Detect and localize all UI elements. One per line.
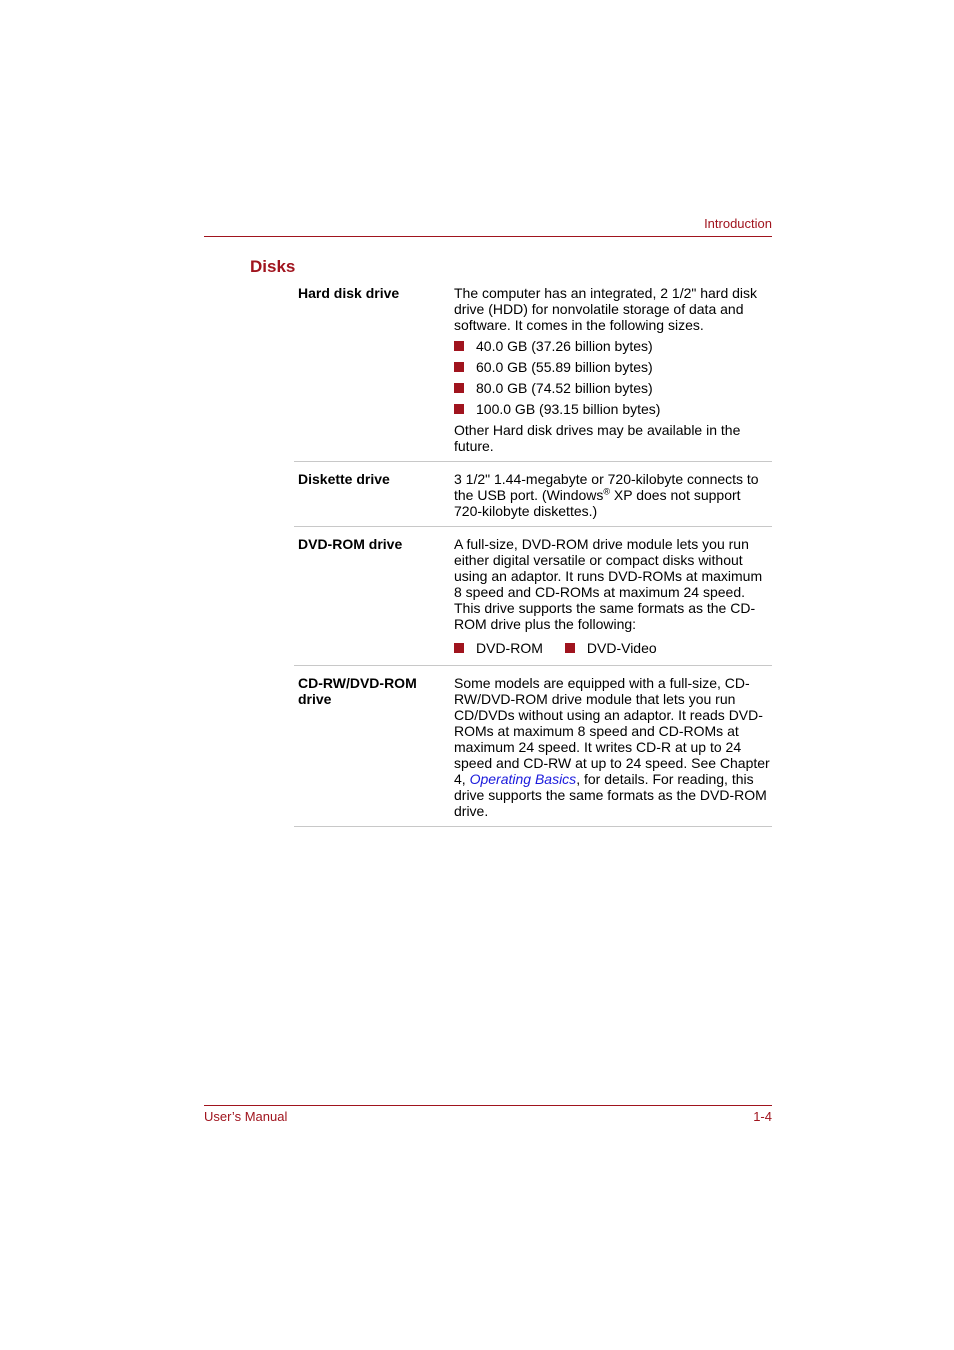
table-row-hard-disk bbox=[294, 282, 772, 462]
row-term: Hard disk drive bbox=[298, 285, 400, 301]
square-bullet-icon bbox=[454, 383, 464, 393]
list-item: DVD-ROM bbox=[454, 640, 543, 656]
row-description: A full-size, DVD-ROM drive module lets you run either digital versatile or compact disks without using an adaptor. It runs DVD-ROMs at maximum 8 speed and CD-ROMs at maximum 24 speed. This drive supports the same formats as the CD-ROM drive plus the following: DVD-ROM DVD-Video bbox=[452, 536, 772, 658]
running-header: Introduction bbox=[704, 216, 772, 231]
square-bullet-icon bbox=[454, 341, 464, 351]
list-item: 40.0 GB (37.26 billion bytes) bbox=[454, 338, 770, 354]
list-item: DVD-Video bbox=[565, 640, 657, 656]
list-item: 100.0 GB (93.15 billion bytes) bbox=[454, 401, 770, 417]
table-row-diskette bbox=[294, 468, 772, 527]
row-description bbox=[452, 285, 772, 454]
footer-manual-title: User’s Manual bbox=[204, 1109, 288, 1124]
row-term: DVD-ROM drive bbox=[298, 536, 403, 552]
hdd-outro: Other Hard disk drives may be available in the future. bbox=[454, 422, 741, 454]
row-description: 3 1/2" 1.44-megabyte or 720-kilobyte connects to the USB port. (Windows® XP does not support 720-kilobyte diskettes.) bbox=[454, 471, 759, 519]
table-row-dvd-rom bbox=[294, 533, 772, 666]
registered-mark: ® bbox=[603, 486, 611, 497]
chapter-link[interactable]: Operating Basics bbox=[469, 771, 577, 787]
dvd-format-list bbox=[454, 640, 770, 656]
hdd-intro: The computer has an integrated, 2 1/2" hard disk drive (HDD) for nonvolatile storage of data and software. It comes in the following sizes. bbox=[454, 285, 758, 333]
spec-table bbox=[294, 282, 772, 827]
table-row-cd-rw bbox=[294, 672, 772, 827]
footer-rule bbox=[204, 1105, 772, 1106]
square-bullet-icon bbox=[454, 362, 464, 372]
list-item: 80.0 GB (74.52 billion bytes) bbox=[454, 380, 770, 396]
row-term: Diskette drive bbox=[298, 471, 390, 487]
row-description: Some models are equipped with a full-size, CD-RW/DVD-ROM drive module that lets you run CD/DVDs without using an adaptor. It reads DVD-ROMs at maximum 8 speed and CD-ROMs at maximum 24 speed. It writes CD-R at up to 24 speed and CD-RW at up to 24 speed. See Chapter 4, Operating Basics, for details. For reading, this drive supports the same formats as the DVD-ROM drive. bbox=[454, 675, 770, 819]
square-bullet-icon bbox=[565, 643, 575, 653]
list-item: 60.0 GB (55.89 billion bytes) bbox=[454, 359, 770, 375]
row-term: CD-RW/DVD-ROM drive bbox=[298, 675, 417, 707]
page-number: 1-4 bbox=[753, 1109, 772, 1124]
square-bullet-icon bbox=[454, 404, 464, 414]
section-title: Disks bbox=[250, 257, 296, 276]
hdd-size-list bbox=[454, 338, 770, 417]
header-rule bbox=[204, 236, 772, 237]
square-bullet-icon bbox=[454, 643, 464, 653]
